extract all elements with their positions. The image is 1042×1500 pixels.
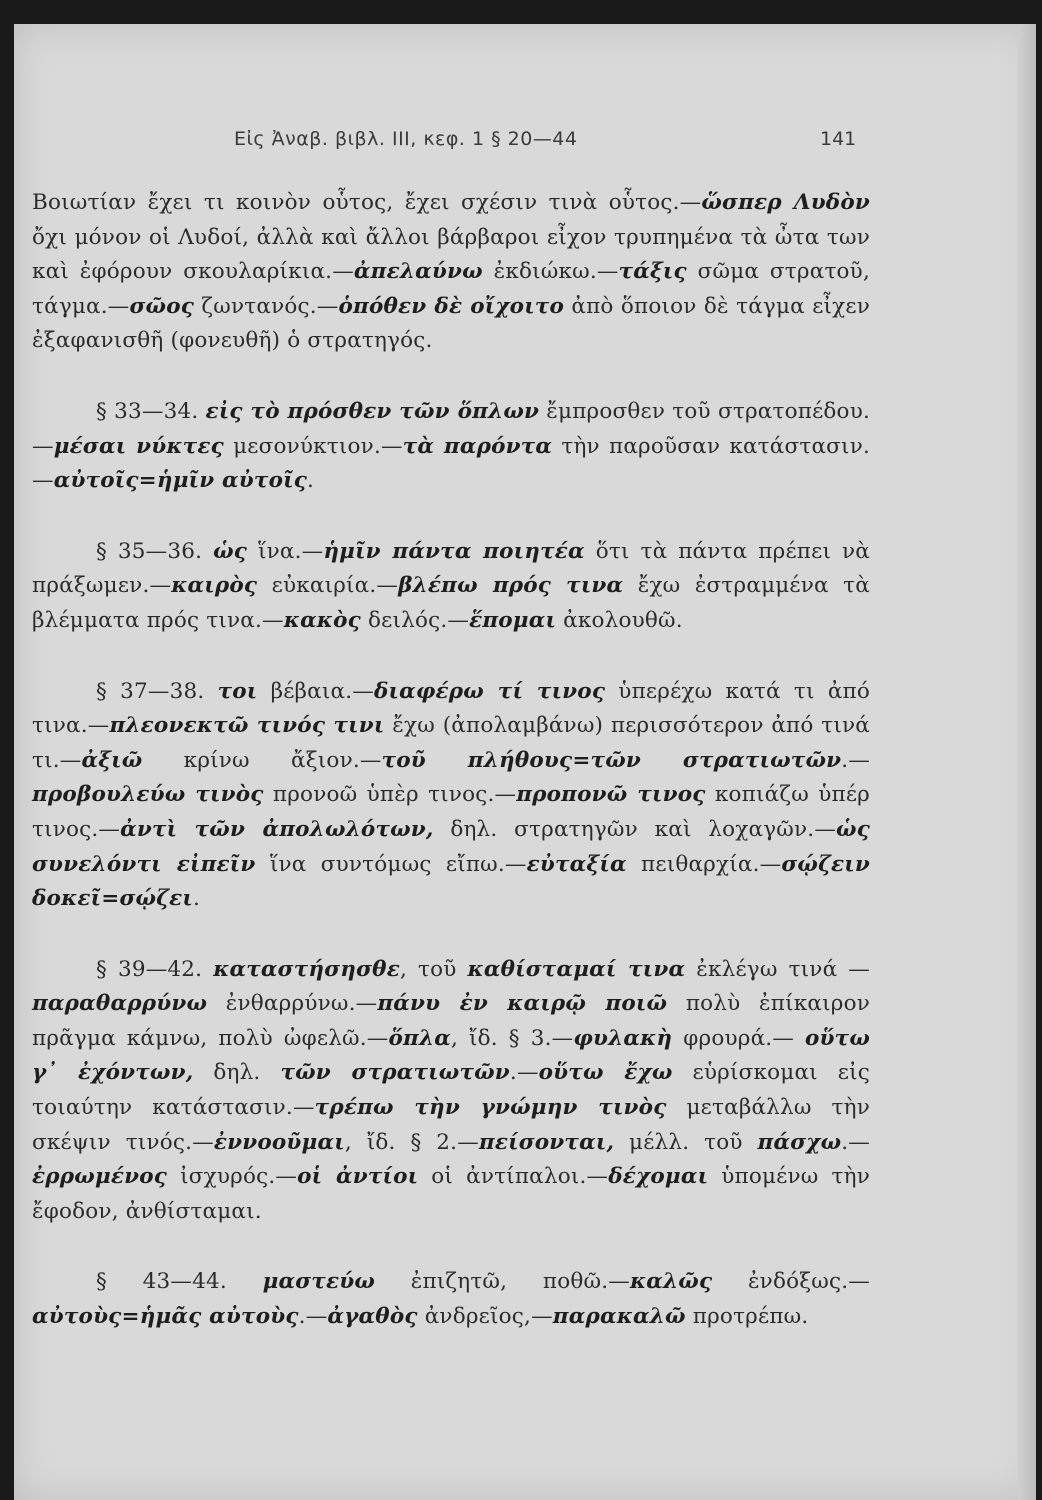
gloss: εὑρίσκομαι εἰς τοιαύτην κατάστασιν.— — [32, 1060, 870, 1121]
lemma: ὥσπερ Λυδὸν — [701, 190, 871, 215]
gloss: ἐκδιώκω.— — [482, 259, 619, 285]
lemma: τάξις — [618, 259, 687, 285]
gloss: ζωντανός.— — [194, 293, 339, 319]
section-reference: § 43—44. — [96, 1269, 227, 1295]
lemma: εὐταξία — [526, 851, 627, 877]
gloss: δηλ. στρατηγῶν καὶ λοχαγῶν.— — [433, 816, 837, 842]
gloss: ἀνδρεῖος,— — [417, 1304, 553, 1330]
gloss: εὐκαιρία.— — [257, 573, 399, 599]
commentary-paragraph — [32, 675, 870, 917]
lemma: ὡς συνελόντι εἰπεῖν — [32, 816, 870, 877]
lemma: προπονῶ τινος — [516, 782, 706, 808]
gloss: , τοῦ — [399, 956, 468, 982]
gloss: κρίνω ἄξιον.— — [142, 747, 382, 773]
lemma: τῶν στρατιωτῶν — [280, 1060, 510, 1086]
lemma: καθίσταμαί τινα — [467, 956, 686, 982]
gloss: . — [307, 468, 315, 494]
lemma: ὅπλα — [388, 1025, 451, 1051]
lemma: εἰς τὸ πρόσθεν τῶν ὅπλων — [205, 398, 540, 424]
gloss: .— — [298, 1304, 328, 1330]
lemma: βλέπω πρός τινα — [398, 573, 624, 599]
lemma: τὰ παρόντα — [402, 433, 553, 459]
running-head: Εἰς Ἀναβ. βιβλ. ΙΙΙ, κεφ. 1 § 20—44 — [234, 128, 578, 150]
lemma: τοι — [217, 678, 258, 704]
lemma: ἐρρωμένος — [32, 1164, 168, 1190]
gloss: ἀκολουθῶ. — [556, 607, 683, 633]
gloss: προνοῶ ὑπὲρ τινος.— — [263, 782, 517, 808]
lemma: αὐτοῖς=ἡμῖν αὐτοῖς — [53, 468, 308, 494]
gloss: ἵνα.— — [247, 538, 324, 564]
lemma: τρέπω τὴν γνώμην τινὸς — [314, 1095, 667, 1121]
gloss: τὴν παροῦσαν κατάστασιν.— — [32, 433, 870, 494]
gloss: . — [193, 886, 201, 912]
gloss: .— — [841, 1129, 870, 1155]
gloss: μέλλ. τοῦ — [614, 1129, 758, 1155]
gloss: προτρέπω. — [685, 1304, 809, 1330]
lemma: φυλακὴ — [573, 1025, 673, 1051]
gloss: ἵνα συντόμως εἴπω.— — [255, 851, 527, 877]
gloss: φρουρά.— — [672, 1025, 806, 1051]
gloss: , ἴδ. § 3.— — [451, 1025, 574, 1051]
lemma: διαφέρω τί τινος — [373, 678, 606, 704]
lemma: οὕτω ἔχω — [538, 1060, 673, 1086]
lemma: δέχομαι — [608, 1164, 709, 1190]
lemma: καταστήσησθε — [213, 956, 400, 982]
lemma: καιρὸς — [171, 573, 258, 599]
gloss: δειλός.— — [360, 607, 470, 633]
section-reference: § 37—38. — [96, 678, 205, 704]
lemma: ἀπελαύνω — [353, 259, 483, 285]
lemma: ἀντὶ τῶν ἀπολωλότων, — [120, 816, 434, 842]
lemma: παραθαρρύνω — [32, 991, 208, 1017]
gloss: ἰσχυρός.— — [167, 1164, 298, 1190]
lemma: σῶος — [129, 293, 195, 319]
page-edge — [1018, 24, 1036, 1500]
lemma: πείσονται, — [478, 1129, 615, 1155]
lemma: προβουλεύω τινὸς — [32, 782, 264, 808]
lemma: πλεονεκτῶ τινός τινι — [109, 713, 385, 739]
commentary-paragraph — [32, 1265, 870, 1334]
gloss: .— — [509, 1060, 539, 1086]
commentary-paragraph — [32, 186, 870, 359]
lemma: ἡμῖν πάντα ποιητέα — [323, 538, 585, 564]
gloss: σῶμα στρατοῦ, τάγμα.— — [32, 259, 870, 319]
commentary-paragraph — [32, 395, 870, 499]
section-reference: § 33—34. — [96, 398, 199, 424]
gloss: πολὺ ἐπίκαιρον πρᾶγμα κάμνω, πολὺ ὠφελῶ.— — [32, 991, 870, 1051]
lemma: ἀξιῶ — [81, 747, 143, 773]
page-header — [14, 128, 1036, 158]
gloss: κοπιάζω ὑπέρ τινος.— — [32, 782, 870, 842]
gloss: δηλ. — [193, 1060, 281, 1086]
lemma: ὡς — [213, 538, 248, 564]
lemma: κακὸς — [283, 607, 361, 633]
lemma: τοῦ πλήθους=τῶν στρατιωτῶν — [381, 747, 842, 773]
gloss: ὄχι μόνον οἱ Λυδοί, ἀλλὰ καὶ ἄλλοι βάρβαροι εἶχον τρυπημένα τὰ ὦτα των καὶ ἐφόρουν σκουλαρίκια.— — [32, 224, 870, 285]
book-page — [14, 24, 1036, 1500]
gloss: πειθαρχία.— — [626, 851, 782, 877]
lemma: μέσαι νύκτες — [53, 433, 224, 459]
gloss: οἱ ἀντίπαλοι.— — [418, 1164, 609, 1190]
lemma: ἀγαθὸς — [327, 1304, 418, 1330]
gloss: ὅτι τὰ πάντα πρέπει νὰ πράξωμεν.— — [32, 538, 870, 599]
gloss: ὑπερέχω κατά τι ἀπό τινα.— — [32, 678, 871, 739]
commentary-body — [32, 186, 870, 1371]
gloss: ἐνδόξως.— — [712, 1269, 870, 1295]
gloss: Βοιωτίαν ἔχει τι κοινὸν οὗτος, ἔχει σχέσιν τινὰ οὗτος.— — [32, 190, 702, 215]
commentary-paragraph — [32, 953, 870, 1230]
lemma: μαστεύω — [262, 1269, 376, 1295]
gloss: ἔχω (ἀπολαμβάνω) περισσότερον ἀπό τινά τι.— — [32, 713, 870, 773]
lemma: οὕτω γ᾽ ἐχόντων, — [32, 1025, 871, 1086]
gloss: .— — [841, 747, 870, 773]
gloss: μεσονύκτιον.— — [223, 433, 403, 459]
gloss: μεταβάλλω τὴν σκέψιν τινός.— — [32, 1095, 870, 1155]
commentary-paragraph — [32, 535, 870, 639]
gloss: βέβαια.— — [257, 678, 374, 704]
lemma: αὐτοὺς=ἡμᾶς αὐτοὺς — [32, 1304, 299, 1330]
gloss: ἐπιζητῶ, ποθῶ.— — [375, 1269, 630, 1295]
lemma: σῴζειν δοκεῖ=σῴζει — [32, 851, 870, 912]
page-number: 141 — [820, 128, 857, 150]
gloss: ἔμπροσθεν τοῦ στρατοπέδου.— — [32, 398, 870, 459]
gloss: ὑπομένω τὴν ἔφοδον, ἀνθίσταμαι. — [32, 1164, 870, 1224]
lemma: πάνυ ἐν καιρῷ ποιῶ — [377, 991, 668, 1017]
section-reference: § 35—36. — [96, 538, 203, 564]
lemma: ἐννοοῦμαι — [213, 1129, 345, 1155]
gloss: ἐκλέγω τινά — — [685, 956, 870, 982]
lemma: ἕπομαι — [469, 607, 557, 633]
gloss: ἐνθαρρύνω.— — [207, 991, 378, 1017]
lemma: οἱ ἀντίοι — [297, 1164, 419, 1190]
gloss: ἀπὸ ὅποιον δὲ τάγμα εἶχεν ἐξαφανισθῆ (φονευθῆ) ὁ στρατηγός. — [32, 293, 871, 354]
gloss: , ἴδ. § 2.— — [344, 1129, 479, 1155]
lemma: ὁπόθεν δὲ οἴχοιτο — [338, 293, 565, 319]
lemma: πάσχω — [757, 1129, 842, 1155]
lemma: παρακαλῶ — [552, 1304, 686, 1330]
lemma: καλῶς — [629, 1269, 713, 1295]
section-reference: § 39—42. — [96, 956, 203, 982]
gloss: ἔχω ἐστραμμένα τὰ βλέμματα πρός τινα.— — [32, 573, 870, 633]
